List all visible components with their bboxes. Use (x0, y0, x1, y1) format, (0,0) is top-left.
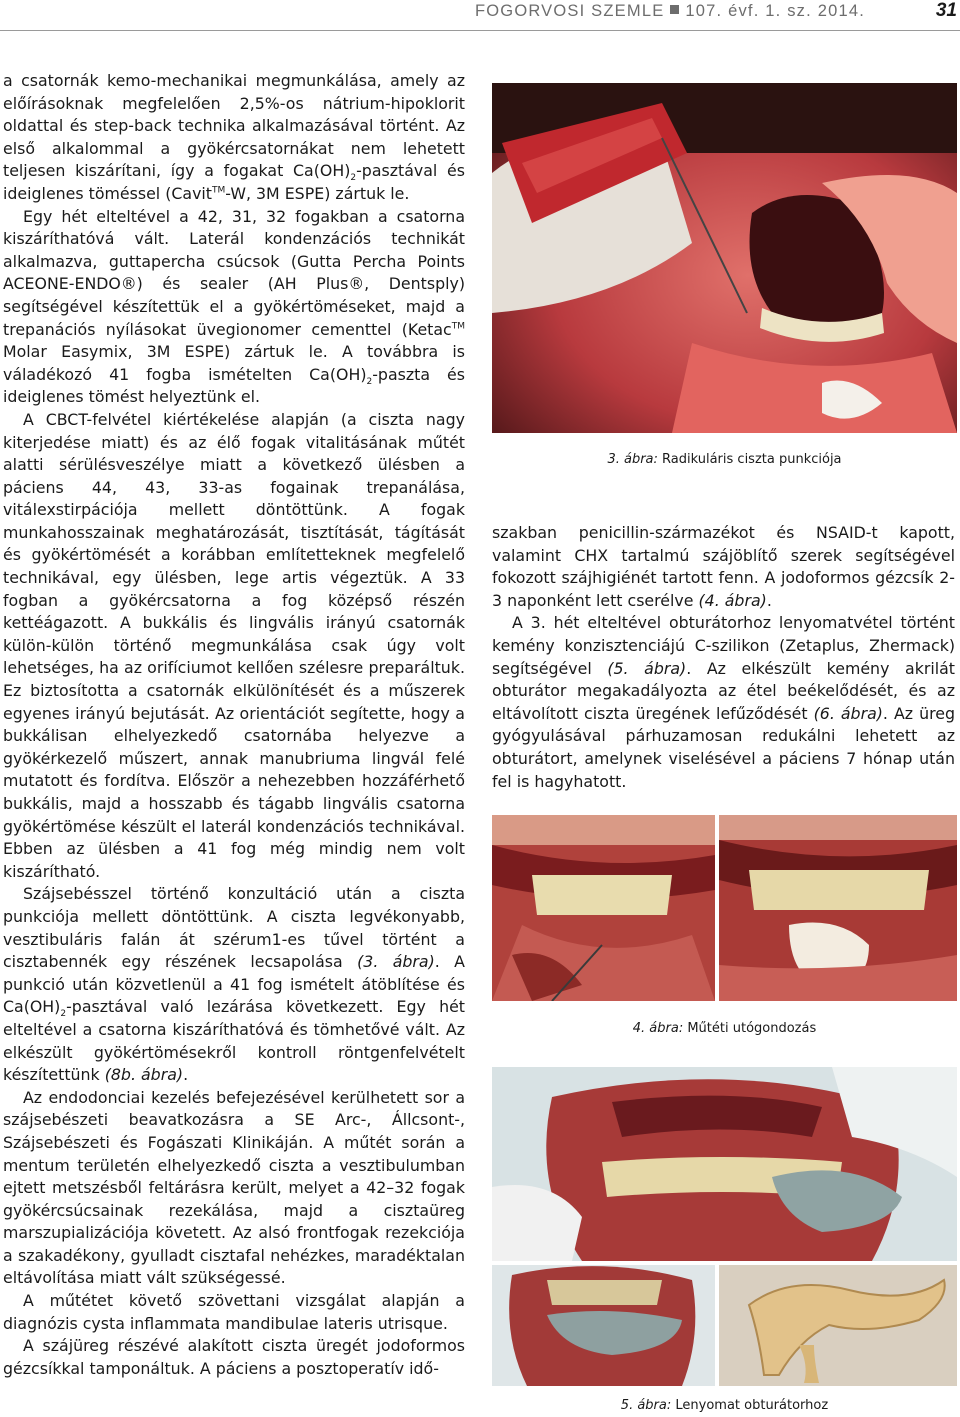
paragraph: a csatornák kemo-mechanikai megmunkálása, amely az előírásoknak megfelelően 2,5%-os nátrium-hipoklorit oldattal és step-back technika alkalmazásával történt. Az első alkalommal a gyökércsatornákat nem lehetett teljesen kiszárítani, így a fogakat $Ca(OH)_2$-pasztával és ideiglenes töméssel (Cavit™-W, 3M ESPE) zártuk le. (3, 71, 465, 203)
paragraph: A műtétet követő szövettani vizsgálat alapján a diagnózis cysta inflammata mandibulae lateris utrisque. (3, 1291, 465, 1333)
postop-photo-left (492, 815, 715, 1001)
paragraph: A 3. hét elteltével obturátorhoz lenyomatvétel történt kemény konzisztenciájú C-szilikon (Zetaplus, Zhermack) segítségével (5. ábra). Az elkészült kemény akrilát obturátor megakadályozta az étel beékelődését, és az eltávolított ciszta üregének lefűződését (6. ábra). Az üreg gyógyulásával párhuzamosan redukálni lehetett az obturátort, amelynek viselésével a páciens 7 hónap után fel is hagyhatott. (492, 613, 955, 791)
obturator-photo (719, 1265, 957, 1386)
paragraph: Szájsebésszel történő konzultáció után a ciszta punkciója mellett döntöttünk. A ciszta legvékonyabb, vesztibuláris falán át szérum1-es tűvel történt a cisztabennék egy részének lecsapolása (3. ábra). A punkció után közvetlenül a 41 fog ismételt átöblítése és $Ca(OH)_2$-pasztával való lezárása következett. Egy hét elteltével a csatorna kiszáríthatóvá és tömhetővé vált. Az elkészült gyökértömésekről kontroll röntgenfelvételt készítettünk (8b. ábra). (3, 884, 465, 1085)
cyst-puncture-image (492, 83, 957, 433)
paragraph: A szájüreg részévé alakított ciszta üregét jodoformos gézcsíkkal tamponáltuk. A páciens a posztoperatív idő- (3, 1336, 465, 1378)
postop-photo-right (719, 815, 957, 1001)
figure-5a-photo (492, 1067, 957, 1261)
figure-3-photo (492, 83, 957, 433)
figure-5c-photo (719, 1265, 957, 1386)
paragraph: Egy hét elteltével a 42, 31, 32 fogakban a csatorna kiszáríthatóvá vált. Laterál kondenzációs technikát alkalmazva, guttapercha csúcsok (Gutta Percha Points ACEONE-ENDO®) és sealer (AH Plus®, Dentsply) segítségével készítettük el a gyökértöméseket, majd a trepanációs nyílásokat üvegionomer cementtel (Ketac™ Molar Easymix, 3M ESPE) zártuk le. A továbbra is váladékozó 41 fogba ismételten $Ca(OH)_2$-paszta és ideiglenes tömést helyeztünk el. (3, 206, 466, 407)
figure-5b-photo (492, 1265, 715, 1386)
paragraph: A CBCT-felvétel kiértékelése alapján (a ciszta nagy kiterjedése miatt) és az élő fogak vitalitásának műtét alatti sérülésveszélye miatt a következő ülésben a páciens 44, 43, 33-as fogainak trepanálása, vitálexstirpációja mellett döntöttünk. A fogak munkahosszainak meghatározását, tisztítását, tágítását és gyökértömését a korábban említetteknek megfelelő technikával, egy ülésben, lege artis végeztük. A 33 fogban a gyökércsatorna a fog középső részén kettéágazott. A bukkális és lingvális irányú csatornák külön-külön történő megmunkálása csak úgy volt lehetséges, ha az orifíciumot kellően szélesre preparáltuk. Ez biztosította a csatornák elkülönítését és a műszerek egyenes irányú bejutását. Az orientációt segítette, hogy a bukkálisan elhelyezkedő csatornába helyezve a gyökérkezelő műszert, annak manubriuma lingvál felé mutatott és fordítva. Először a nehezebben hozzáférhető bukkális, majd a hosszabb és tágabb lingvális csatorna gyökértömése készült el laterál kondenzációs technikával. Ebben az ülésben a 41 fog még mindig nem volt kiszárítható. (3, 409, 465, 881)
header-rule (0, 30, 960, 31)
figure-5-caption: 5. ábra: Lenyomat obturátorhoz (620, 1398, 829, 1413)
figure-3-caption: 3. ábra: Radikuláris ciszta punkciója (607, 452, 842, 467)
running-header (0, 0, 960, 32)
journal-issue: 107. évf. 1. sz. 2014. (685, 2, 865, 20)
figure-4a-photo (492, 815, 715, 1001)
left-text-column (3, 70, 465, 1380)
paragraph: Az endodonciai kezelés befejezésével kerülhetett sor a szájsebészeti beavatkozásra a SE Arc-, Állcsont-, Szájsebészeti és Fogászati Klinikáján. A műtét során a mentum területén elhelyezkedő ciszta a vesztibulumban ejtett metszésből feltárásra került, melyet a 42–32 fogak gyökércsúcsainak rezekálása, majd a cisztaüreg marszupializációja követett. Az alsó frontfogak rezekciója a szakadékony, gyulladt cisztafal nehézkes, maradéktalan eltávolítása miatt vált szükségessé. (3, 1087, 465, 1288)
figure-4b-photo (719, 815, 957, 1001)
right-text-column (492, 522, 955, 793)
page-number: 31 (935, 0, 957, 21)
square-bullet-icon (670, 5, 679, 14)
impression-in-mouth-photo (492, 1265, 715, 1386)
impression-taking-photo (492, 1067, 957, 1261)
journal-title (475, 2, 865, 21)
journal-name: FOGORVOSI SZEMLE (474, 2, 665, 20)
paragraph: szakban penicillin-származékot és NSAID-t kapott, valamint CHX tartalmú szájöblítő szerek segítségével fokozott szájhigiénét tartott fenn. A jodoformos gézcsík 2-3 naponként lett cserélve (4. ábra). (492, 523, 955, 610)
figure-4-caption: 4. ábra: Műtéti utógondozás (632, 1021, 817, 1036)
